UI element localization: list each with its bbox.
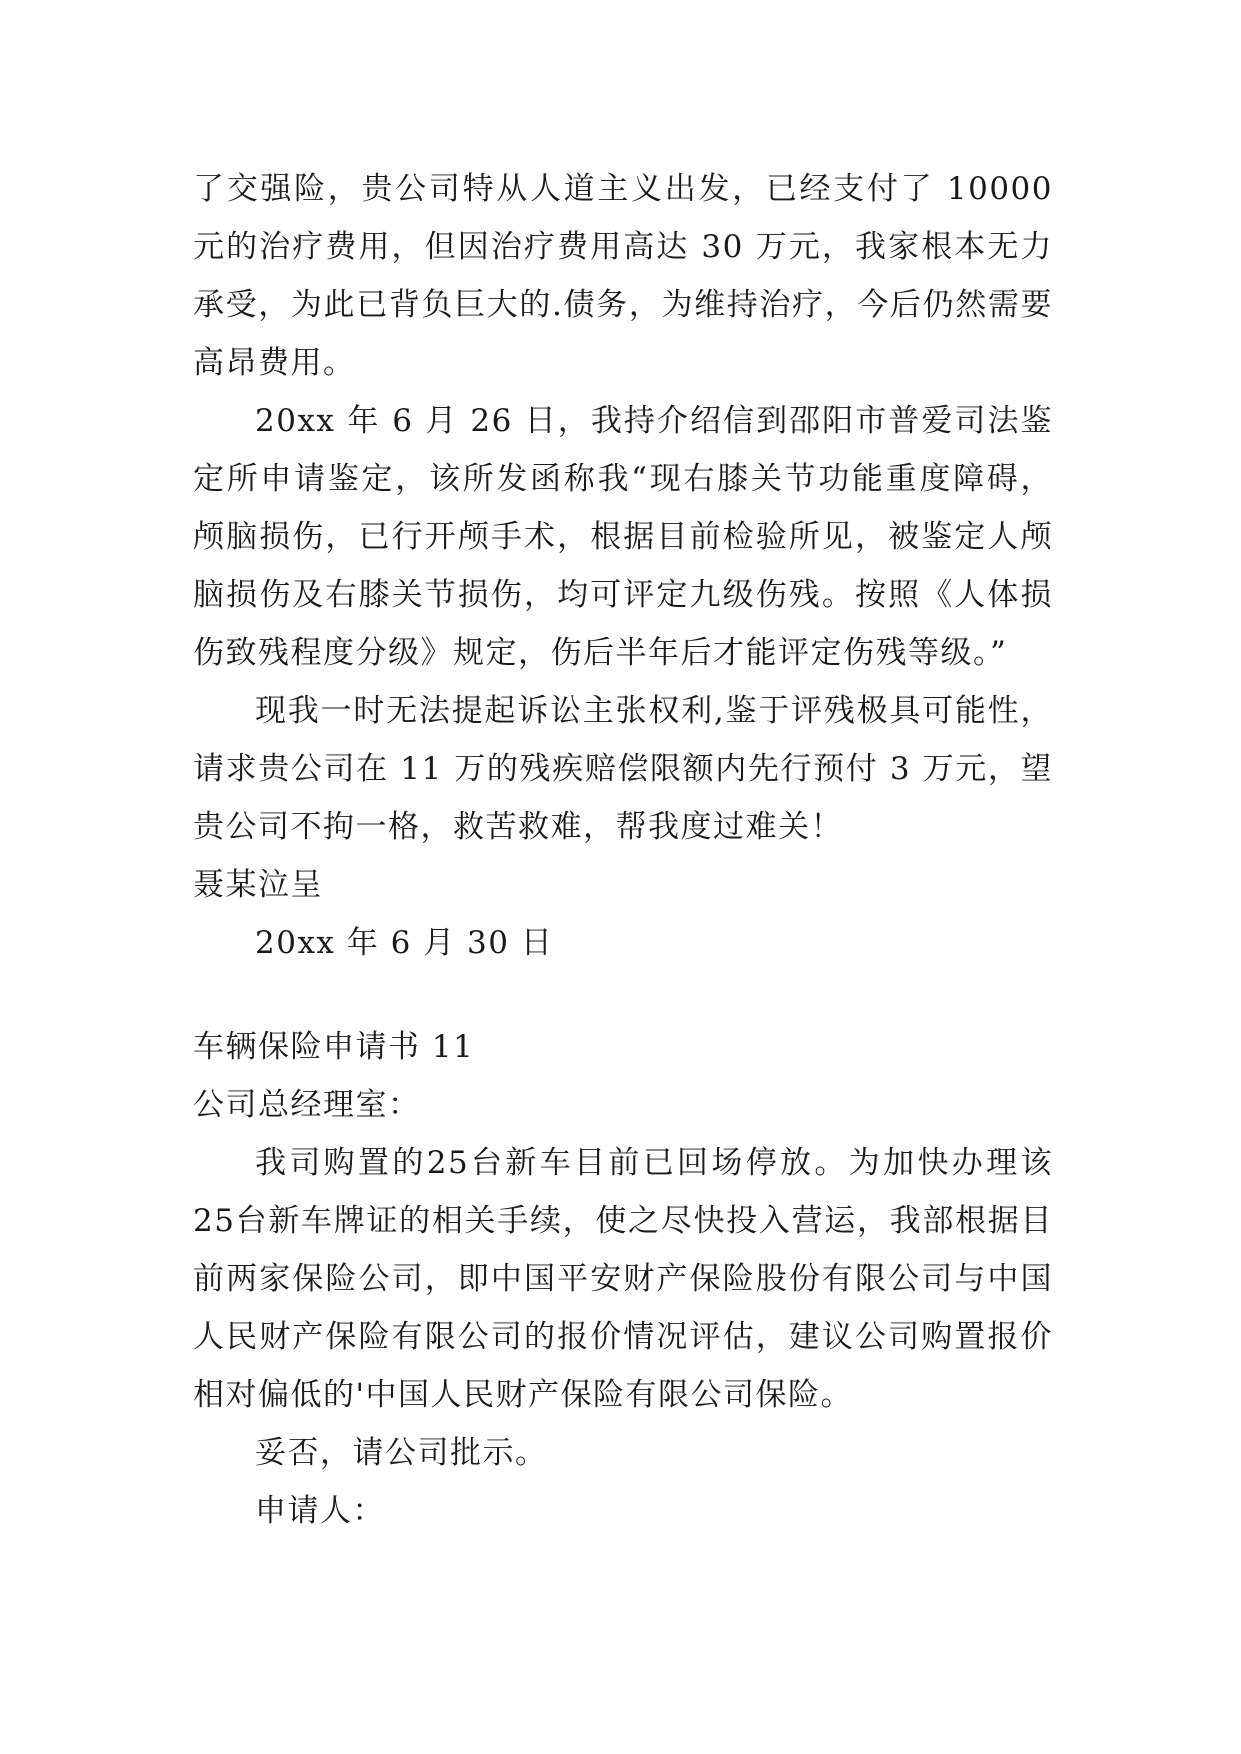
application-title: 车辆保险申请书 11 [193,1029,475,1065]
paragraph-vehicle-insurance: 我司购置的25台新车目前已回场停放。为加快办理该25台新车牌证的相关手续，使之尽快投入营运，我部根据目前两家保险公司，即中国平安财产保险股份有限公司与中国人民财产保险有限公司的报价情况评估，建议公司购置报价相对偏低的'中国人民财产保险有限公司保险。 [193,1145,1053,1413]
paragraph-insurance-payment: 了交强险，贵公司特从人道主义出发，已经支付了 10000 元的治疗费用，但因治疗费用高达 30 万元，我家根本无力承受，为此已背负巨大的.债务，为维持治疗，今后仍然需要高昂费用。 [193,171,1053,381]
signature: 聂某泣呈 [193,867,323,903]
section-spacer [193,972,1053,1018]
letter-date: 20xx 年 6 月 30 日 [255,925,554,961]
salutation: 公司总经理室： [193,1087,421,1123]
paragraph-approval-request: 妥否，请公司批示。 [255,1435,548,1471]
applicant-label: 申请人： [255,1493,385,1529]
paragraph-request-advance: 现我一时无法提起诉讼主张权利,鉴于评残极具可能性，请求贵公司在 11 万的残疾赔偿限额内先行预付 3 万元，望贵公司不拘一格，救苦救难，帮我度过难关！ [193,693,1053,845]
document-body [193,160,1053,1540]
paragraph-appraisal: 20xx 年 6 月 26 日，我持介绍信到邵阳市普爱司法鉴定所申请鉴定，该所发函称我“现右膝关节功能重度障碍，颅脑损伤，已行开颅手术，根据目前检验所见，被鉴定人颅脑损伤及右膝关节损伤，均可评定九级伤残。按照《人体损伤致残程度分级》规定，伤后半年后才能评定伤残等级。” [193,403,1053,671]
